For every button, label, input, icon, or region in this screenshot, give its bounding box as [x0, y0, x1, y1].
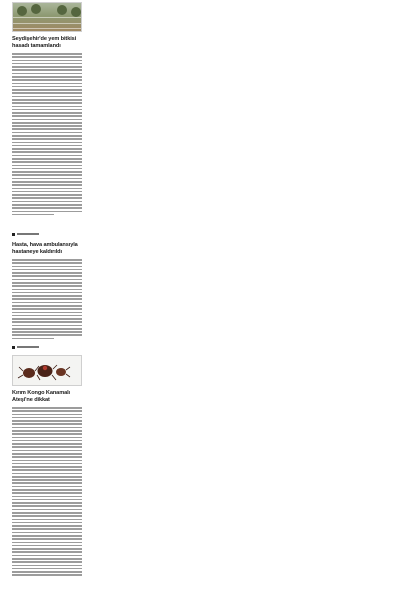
source-placeholder: [17, 346, 39, 348]
article-source: [12, 345, 82, 349]
article-body-placeholder: [12, 259, 82, 343]
article-headline: Kırım Kongo Kanamalı Ateşi'ne dikkat: [12, 390, 70, 403]
article-photo-tick: [12, 355, 82, 386]
article-source: [12, 232, 82, 236]
square-icon: [12, 233, 15, 236]
source-placeholder: [17, 233, 39, 235]
article-photo-harvest: [12, 2, 82, 32]
square-icon: [12, 346, 15, 349]
article-body-placeholder: [12, 53, 82, 230]
tick-illustration: [13, 356, 81, 385]
news-column: [12, 0, 82, 585]
article-body-placeholder: [12, 407, 82, 585]
article-headline: Hasta, hava ambulansıyla hastaneye kaldırıldı: [12, 242, 78, 255]
article-headline: Seydişehir'de yem bitkisi hasadı tamamlandı: [12, 36, 77, 49]
